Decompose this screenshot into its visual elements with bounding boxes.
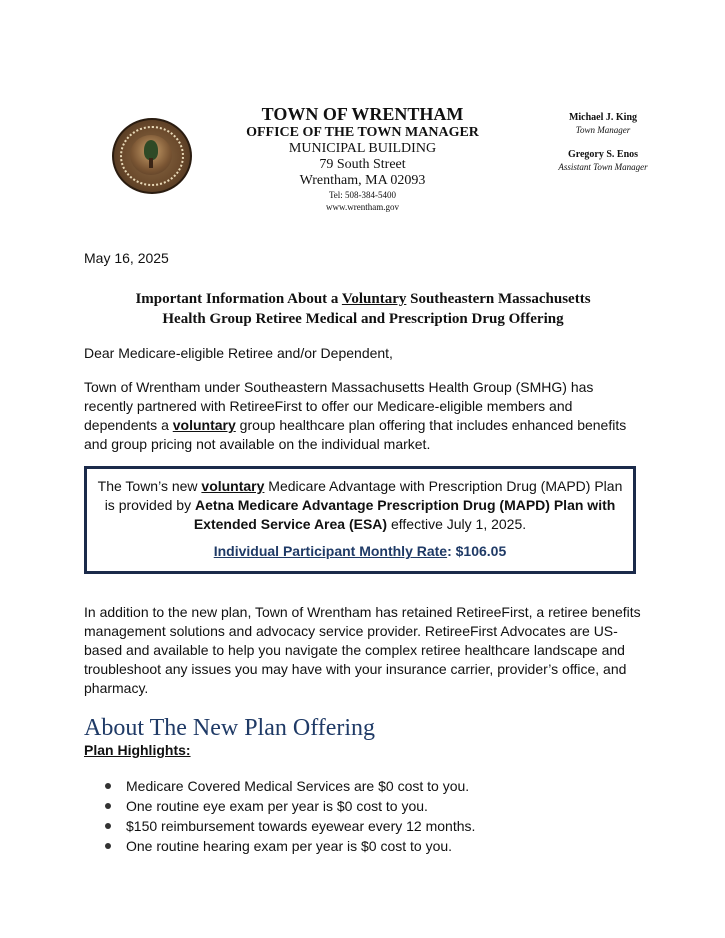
- list-item: $150 reimbursement towards eyewear every 12 months.: [105, 816, 475, 836]
- seal-trunk: [149, 158, 153, 168]
- list-item: One routine eye exam per year is $0 cost to you.: [105, 796, 475, 816]
- box-text: The Town’s new: [97, 478, 202, 494]
- intro-text: Town of Wrentham under Southeastern Massachusetts Health Group (SMHG) has recently partnered with RetireeFirst to offer our Medicare-eligible members and dependents a: [84, 379, 594, 433]
- retireefirst-paragraph: In addition to the new plan, Town of Wrentham has retained RetireeFirst, a retiree benefits management solutions and advocacy service provider. RetireeFirst Advocates are US-based and available to help you navigate the complex retiree healthcare landscape and troubleshoot any issues you may have with your insurance carrier, provider’s office, and pharmacy.: [84, 604, 641, 696]
- town-seal-logo: [112, 118, 192, 194]
- website: www.wrentham.gov: [326, 202, 399, 212]
- seal-tree-icon: [144, 140, 158, 160]
- official-role: Town Manager: [575, 125, 631, 135]
- box-text: effective July 1, 2025.: [387, 516, 527, 532]
- plan-description: [97, 477, 623, 534]
- intro-voluntary: voluntary: [172, 417, 236, 433]
- city-address: Wrentham, MA 02093: [299, 173, 426, 188]
- title-line-2: Health Group Retiree Medical and Prescription Drug Offering: [162, 311, 564, 327]
- title-voluntary: Voluntary: [341, 291, 407, 307]
- official-name: Gregory S. Enos: [567, 149, 639, 160]
- officials-block: [533, 111, 673, 173]
- official-name: Michael J. King: [568, 112, 638, 123]
- telephone: Tel: 508-384-5400: [328, 190, 397, 200]
- list-item: Medicare Covered Medical Services are $0 cost to you.: [105, 776, 475, 796]
- letter-title: [84, 289, 642, 329]
- monthly-rate: [87, 543, 633, 559]
- plan-name: Aetna Medicare Advantage Prescription Drug (MAPD) Plan with Extended Service Area (ESA): [193, 497, 616, 532]
- building-name: MUNICIPAL BUILDING: [288, 141, 437, 156]
- intro-text: group healthcare plan offering that includes enhanced benefits and group pricing not available on the individual market.: [84, 417, 627, 452]
- plan-highlights-label: Plan Highlights:: [84, 742, 191, 758]
- salutation: Dear Medicare-eligible Retiree and/or Dependent,: [84, 345, 393, 361]
- rate-value: : $106.05: [447, 543, 507, 559]
- office-name: OFFICE OF THE TOWN MANAGER: [246, 125, 479, 140]
- plan-callout-box: [84, 466, 636, 574]
- rate-label: Individual Participant Monthly Rate: [213, 543, 448, 559]
- street-address: 79 South Street: [319, 157, 406, 172]
- letter-date: May 16, 2025: [84, 250, 169, 266]
- letterhead: [210, 104, 515, 213]
- plan-highlights-list: [105, 776, 475, 856]
- official-role: Assistant Town Manager: [558, 162, 648, 172]
- title-text: Important Information About a: [135, 291, 342, 307]
- box-voluntary: voluntary: [201, 478, 265, 494]
- intro-paragraph: [84, 378, 644, 454]
- section-heading: About The New Plan Offering: [84, 715, 376, 741]
- box-text: Medicare Advantage with Prescription Drug (MAPD) Plan is provided by: [104, 478, 623, 513]
- list-item: One routine hearing exam per year is $0 cost to you.: [105, 836, 475, 856]
- town-name: TOWN OF WRENTHAM: [261, 104, 464, 124]
- title-text: Southeastern Massachusetts: [406, 291, 591, 307]
